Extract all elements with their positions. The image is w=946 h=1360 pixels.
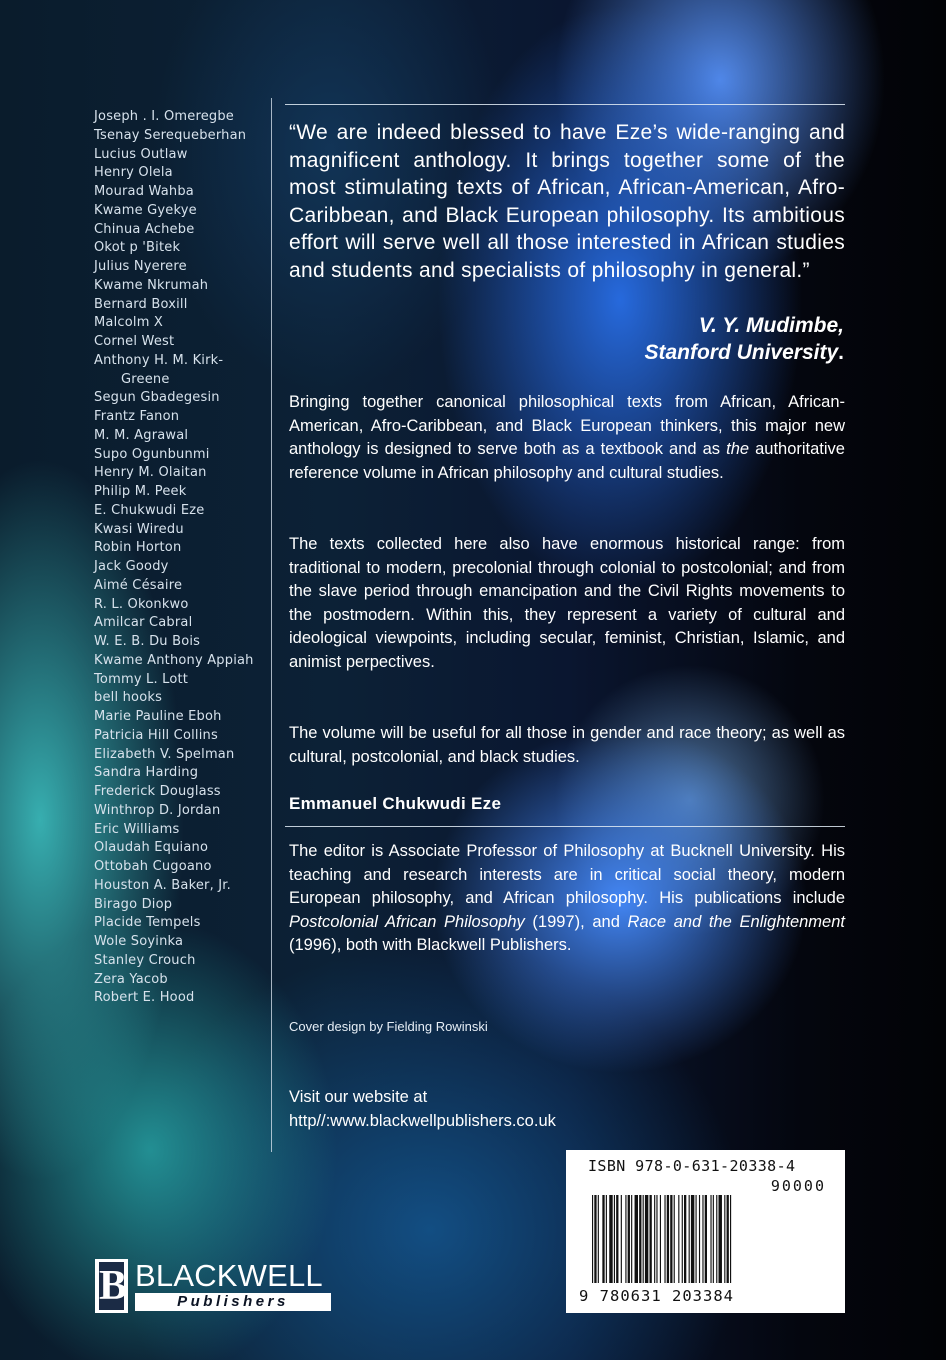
barcode-bars <box>582 1195 830 1287</box>
contributor-name: Cornel West <box>94 334 175 349</box>
website-label: Visit our website at <box>289 1088 428 1106</box>
contributor-name: Eric Williams <box>94 821 180 837</box>
website-url[interactable]: http//:www.blackwellpublishers.co.uk <box>289 1112 556 1130</box>
contributor-name: Mourad Wahba <box>94 184 194 199</box>
editor-bio: The editor is Associate Professor of Philosophy at Bucknell University. His teaching and research interests are in critical social theory, modern European philosophy, and African philosophy. His publications include Postcolonial African Philosophy (1997), and Race and the Enlightenment (1996), both with Blackwell Publishers. <box>289 842 845 954</box>
contributor-name: Sandra Harding <box>94 765 199 781</box>
contributor-list <box>94 108 264 1008</box>
vertical-divider <box>271 98 272 1152</box>
contributor-name: Amilcar Cabral <box>94 615 193 631</box>
editor-rule <box>285 826 845 827</box>
contributor-name: Frederick Douglass <box>94 784 221 799</box>
contributor-name: Lucius Outlaw <box>94 146 188 162</box>
contributor-name: Elizabeth V. Spelman <box>94 746 235 762</box>
contributor-name: Henry Olela <box>94 165 173 181</box>
contributor-name: Robin Horton <box>94 540 182 556</box>
contributor-name: Placide Tempels <box>94 915 201 931</box>
website-info <box>289 1085 556 1133</box>
contributor-name: bell hooks <box>94 690 163 706</box>
publisher-subtitle: Publishers <box>135 1293 331 1311</box>
contributor-name: Aimé Césaire <box>94 577 183 593</box>
contributor-name: Greene <box>121 371 170 387</box>
contributor-name: Kwame Nkrumah <box>94 277 209 293</box>
contributor-name: Joseph . I. Omeregbe <box>94 109 234 124</box>
contributor-name: Philip M. Peek <box>94 484 187 499</box>
contributor-name: Malcolm X <box>94 315 164 331</box>
contributor-name: Stanley Crouch <box>94 952 196 968</box>
contributor-name: Jack Goody <box>94 559 169 574</box>
quote-affiliation: Stanford University. <box>644 341 844 364</box>
isbn-number: ISBN 978-0-631-20338-4 <box>588 1157 796 1175</box>
contributor-name: Frantz Fanon <box>94 409 180 424</box>
contributor-name: Supo Ogunbunmi <box>94 446 210 462</box>
contributor-name: Kwame Gyekye <box>94 202 197 218</box>
contributor-name: Tommy L. Lott <box>94 671 189 687</box>
contributor-name: Houston A. Baker, Jr. <box>94 877 231 893</box>
contributor-name: Bernard Boxill <box>94 296 188 312</box>
contributor-name: Ottobah Cugoano <box>94 859 212 874</box>
contributor-name: W. E. B. Du Bois <box>94 634 201 649</box>
contributor-name: Anthony H. M. Kirk- <box>94 352 224 368</box>
contributor-name: Segun Gbadegesin <box>94 390 220 406</box>
contributor-name: Tsenay Serequeberhan <box>94 127 247 143</box>
price-code: 90000 <box>770 1177 826 1195</box>
barcode-panel <box>566 1150 845 1313</box>
contributor-name: E. Chukwudi Eze <box>94 502 205 518</box>
contributor-name: Wole Soyinka <box>94 934 184 949</box>
contributor-name: Okot p 'Bitek <box>94 240 181 256</box>
quote-attribution <box>644 312 844 366</box>
publisher-name: BLACKWELL <box>135 1258 323 1293</box>
description-paragraph-2: The texts collected here also have enormous historical range: from traditional to modern, precolonial through colonial to postcolonial; and from the slave period through emancipation and the Civil Rights movements to the postmodern. Within this, they represent a variety of cultural and ideological viewpoints, including secular, feminist, Christian, Islamic, and animist perpectives. <box>289 535 845 671</box>
contributor-name: Robert E. Hood <box>94 990 195 1006</box>
top-rule <box>285 104 845 105</box>
contributor-name: Henry M. Olaitan <box>94 465 207 481</box>
description-paragraph-1: Bringing together canonical philosophical texts from African, African-American, Afro-Caribbean, and Black European thinkers, this major new anthology is designed to serve both as a textbook and as the authoritative reference volume in African philosophy and cultural studies. <box>289 393 845 482</box>
cover-credit: Cover design by Fielding Rowinski <box>289 1019 488 1034</box>
contributor-name: Julius Nyerere <box>94 259 187 274</box>
contributor-name: Kwasi Wiredu <box>94 521 184 537</box>
endorsement-quote: “We are indeed blessed to have Eze’s wide-ranging and magnificent anthology. It brings together some of the most stimulating texts of African, African-American, Afro-Caribbean, and Black European philosophy. Its ambitious effort will serve well all those interested in African studies and students and specialists of philosophy in general.” <box>289 121 845 282</box>
contributor-name: Birago Diop <box>94 896 173 912</box>
quote-author: V. Y. Mudimbe, <box>698 314 844 337</box>
contributor-name: Zera Yacob <box>94 971 168 987</box>
contributor-name: Winthrop D. Jordan <box>94 802 221 818</box>
contributor-name: Chinua Achebe <box>94 221 195 237</box>
editor-name: Emmanuel Chukwudi Eze <box>289 794 502 813</box>
contributor-name: Marie Pauline Eboh <box>94 709 222 724</box>
contributor-name: R. L. Okonkwo <box>94 596 189 612</box>
contributor-name: M. M. Agrawal <box>94 427 189 443</box>
description-paragraph-3: The volume will be useful for all those in gender and race theory; as well as cultural, postcolonial, and black studies. <box>289 724 845 766</box>
contributor-name: Olaudah Equiano <box>94 840 209 856</box>
contributor-name: Kwame Anthony Appiah <box>94 652 254 668</box>
ean-number: 9 780631 203384 <box>579 1287 734 1305</box>
logo-mark: B <box>95 1259 128 1313</box>
contributor-name: Patricia Hill Collins <box>94 727 218 743</box>
